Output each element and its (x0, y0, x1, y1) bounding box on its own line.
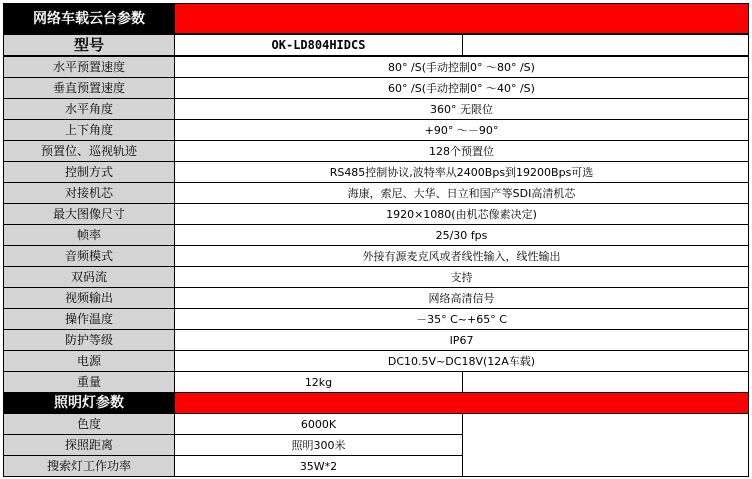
spec-label-max-resolution: 最大图像尺寸 (3, 203, 175, 225)
spec-value-presets: 128个预置位 (174, 140, 749, 162)
spec-value-frame-rate: 25/30 fps (174, 224, 749, 246)
spec-label-tilt-angle: 上下角度 (3, 119, 175, 141)
spec-label-horizontal-preset-speed: 水平预置速度 (3, 56, 175, 78)
spec-value-weight: 12kg (174, 371, 463, 393)
spec-label-horizontal-angle: 水平角度 (3, 98, 175, 120)
light-empty-cell (462, 413, 749, 477)
spec-label-dual-stream: 双码流 (3, 266, 175, 288)
light-label-range: 探照距离 (3, 434, 175, 456)
spec-value-tilt-angle: +90° ～－90° (174, 119, 749, 141)
spec-value-audio: 外接有源麦克风或者线性输入，线性输出 (174, 245, 749, 267)
spec-value-power: DC10.5V~DC18V(12A车载) (174, 350, 749, 372)
spec-value-horizontal-preset-speed: 80° /S(手动控制0° ～80° /S) (174, 56, 749, 78)
section-title-light-bar (174, 392, 749, 414)
spec-value-horizontal-angle: 360° 无限位 (174, 98, 749, 120)
spec-label-camera-module: 对接机芯 (3, 182, 175, 204)
spec-value-vertical-preset-speed: 60° /S(手动控制0° ～40° /S) (174, 77, 749, 99)
weight-empty-cell (462, 371, 749, 393)
light-value-color-temp: 6000K (174, 413, 463, 435)
spec-label-protection: 防护等级 (3, 329, 175, 351)
spec-value-protection: IP67 (174, 329, 749, 351)
spec-value-dual-stream: 支持 (174, 266, 749, 288)
spec-label-weight: 重量 (3, 371, 175, 393)
model-empty-cell (462, 34, 749, 56)
model-label: 型号 (3, 34, 175, 56)
model-value: OK-LD804HIDCS (174, 34, 463, 56)
spec-label-frame-rate: 帧率 (3, 224, 175, 246)
spec-value-max-resolution: 1920×1080(由机芯像素决定) (174, 203, 749, 225)
spec-label-vertical-preset-speed: 垂直预置速度 (3, 77, 175, 99)
spec-label-power: 电源 (3, 350, 175, 372)
spec-value-control-mode: RS485控制协议,波特率从2400Bps到19200Bps可选 (174, 161, 749, 183)
spec-label-video-output: 视频输出 (3, 287, 175, 309)
spec-label-control-mode: 控制方式 (3, 161, 175, 183)
section-title-gimbal: 网络车载云台参数 (3, 3, 175, 34)
spec-label-audio: 音频模式 (3, 245, 175, 267)
light-label-color-temp: 色度 (3, 413, 175, 435)
spec-label-presets: 预置位、巡视轨迹 (3, 140, 175, 162)
spec-value-video-output: 网络高清信号 (174, 287, 749, 309)
light-value-range: 照明300米 (174, 434, 463, 456)
spec-value-camera-module: 海康，索尼、大华、日立和国产等SDI高清机芯 (174, 182, 749, 204)
spec-value-operating-temp: －35° C~+65° C (174, 308, 749, 330)
section-title-gimbal-bar (174, 3, 749, 34)
light-label-power: 搜索灯工作功率 (3, 455, 175, 477)
light-value-power: 35W*2 (174, 455, 463, 477)
spec-label-operating-temp: 操作温度 (3, 308, 175, 330)
section-title-light: 照明灯参数 (3, 392, 175, 414)
